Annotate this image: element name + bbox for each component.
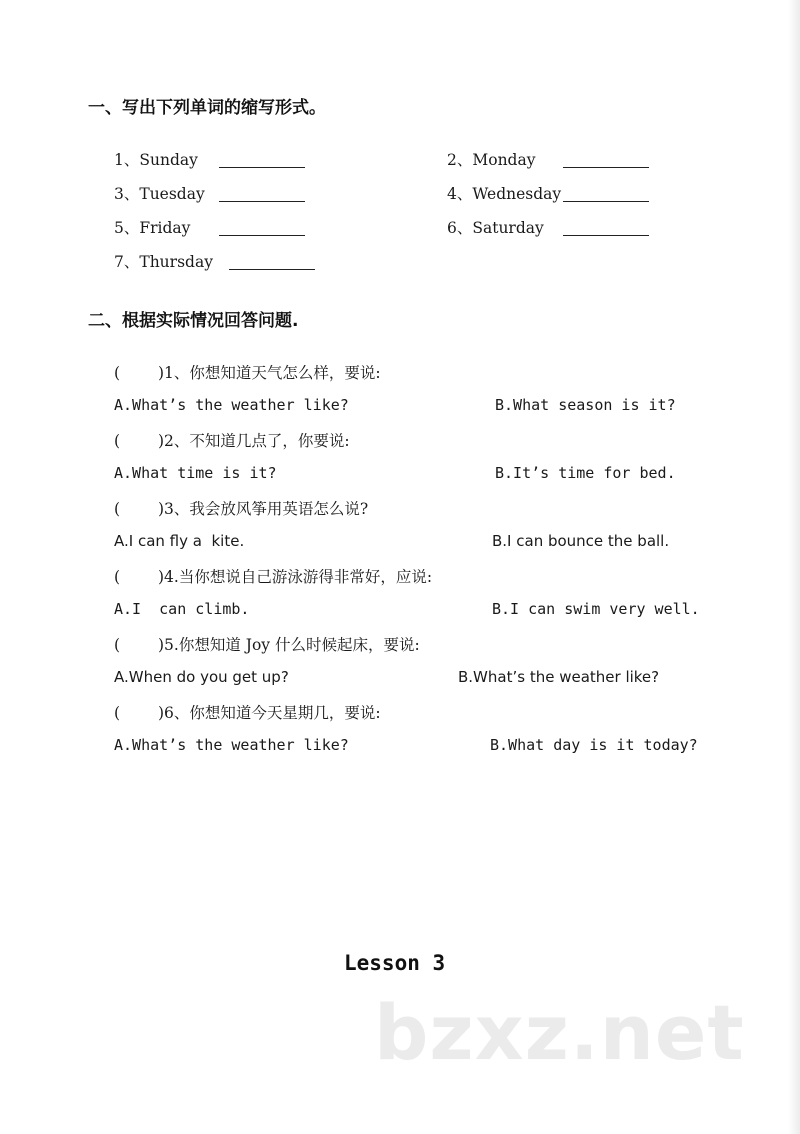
question-4 — [114, 565, 432, 587]
option-b-3: B.I can bounce the ball. — [492, 532, 670, 550]
option-a-1: A.What’s the weather like? — [114, 396, 349, 414]
vocab-label: 4、Wednesday — [447, 185, 562, 203]
answer-blank-3[interactable] — [219, 183, 305, 202]
vocab-item-2 — [447, 148, 535, 170]
answer-blank-6[interactable] — [563, 217, 649, 236]
option-a-4: A.I can climb. — [114, 600, 250, 618]
answer-paren[interactable]: ( — [114, 432, 121, 450]
question-2 — [114, 429, 350, 451]
option-b-1: B.What season is it? — [495, 396, 676, 414]
option-b-6: B.What day is it today? — [490, 736, 698, 754]
vocab-item-7 — [114, 250, 213, 272]
section1-heading: 一、写出下列单词的缩写形式。 — [88, 98, 326, 118]
question-text: )2、不知道几点了，你要说: — [158, 432, 350, 450]
vocab-label: 5、Friday — [114, 219, 191, 237]
question-1 — [114, 361, 381, 383]
question-text: )5.你想知道 Joy 什么时候起床，要说: — [158, 636, 420, 654]
option-b-5: B.What’s the weather like? — [458, 668, 660, 686]
vocab-label: 6、Saturday — [447, 219, 544, 237]
option-b-4: B.I can swim very well. — [492, 600, 700, 618]
vocab-item-4 — [447, 182, 561, 204]
watermark: bzxz.net — [374, 988, 745, 1077]
vocab-item-1 — [114, 148, 198, 170]
question-text: )1、你想知道天气怎么样，要说: — [158, 364, 381, 382]
answer-paren[interactable]: ( — [114, 568, 121, 586]
question-3 — [114, 497, 368, 519]
vocab-label: 2、Monday — [447, 151, 536, 169]
lesson-title: Lesson 3 — [344, 951, 446, 975]
question-text: )4.当你想说自己游泳游得非常好，应说: — [158, 568, 433, 586]
answer-paren[interactable]: ( — [114, 704, 121, 722]
vocab-label: 1、Sunday — [114, 151, 198, 169]
option-a-5: A.When do you get up? — [114, 668, 289, 686]
section2-heading: 二、根据实际情况回答问题. — [88, 311, 299, 331]
answer-blank-2[interactable] — [563, 149, 649, 168]
page-edge-shadow — [788, 0, 800, 1134]
vocab-label: 3、Tuesday — [114, 185, 205, 203]
answer-paren[interactable]: ( — [114, 500, 121, 518]
option-a-2: A.What time is it? — [114, 464, 277, 482]
answer-paren[interactable]: ( — [114, 636, 121, 654]
answer-blank-4[interactable] — [563, 183, 649, 202]
question-6 — [114, 701, 381, 723]
answer-paren[interactable]: ( — [114, 364, 121, 382]
answer-blank-1[interactable] — [219, 149, 305, 168]
question-text: )3、我会放风筝用英语怎么说? — [158, 500, 369, 518]
vocab-label: 7、Thursday — [114, 253, 213, 271]
vocab-item-3 — [114, 182, 205, 204]
question-text: )6、你想知道今天星期几，要说: — [158, 704, 381, 722]
question-5 — [114, 633, 420, 655]
answer-blank-5[interactable] — [219, 217, 305, 236]
answer-blank-7[interactable] — [229, 251, 315, 270]
option-b-2: B.It’s time for bed. — [495, 464, 676, 482]
option-a-3: A.I can fly a kite. — [114, 532, 245, 550]
vocab-item-6 — [447, 216, 544, 238]
option-a-6: A.What’s the weather like? — [114, 736, 349, 754]
vocab-item-5 — [114, 216, 190, 238]
